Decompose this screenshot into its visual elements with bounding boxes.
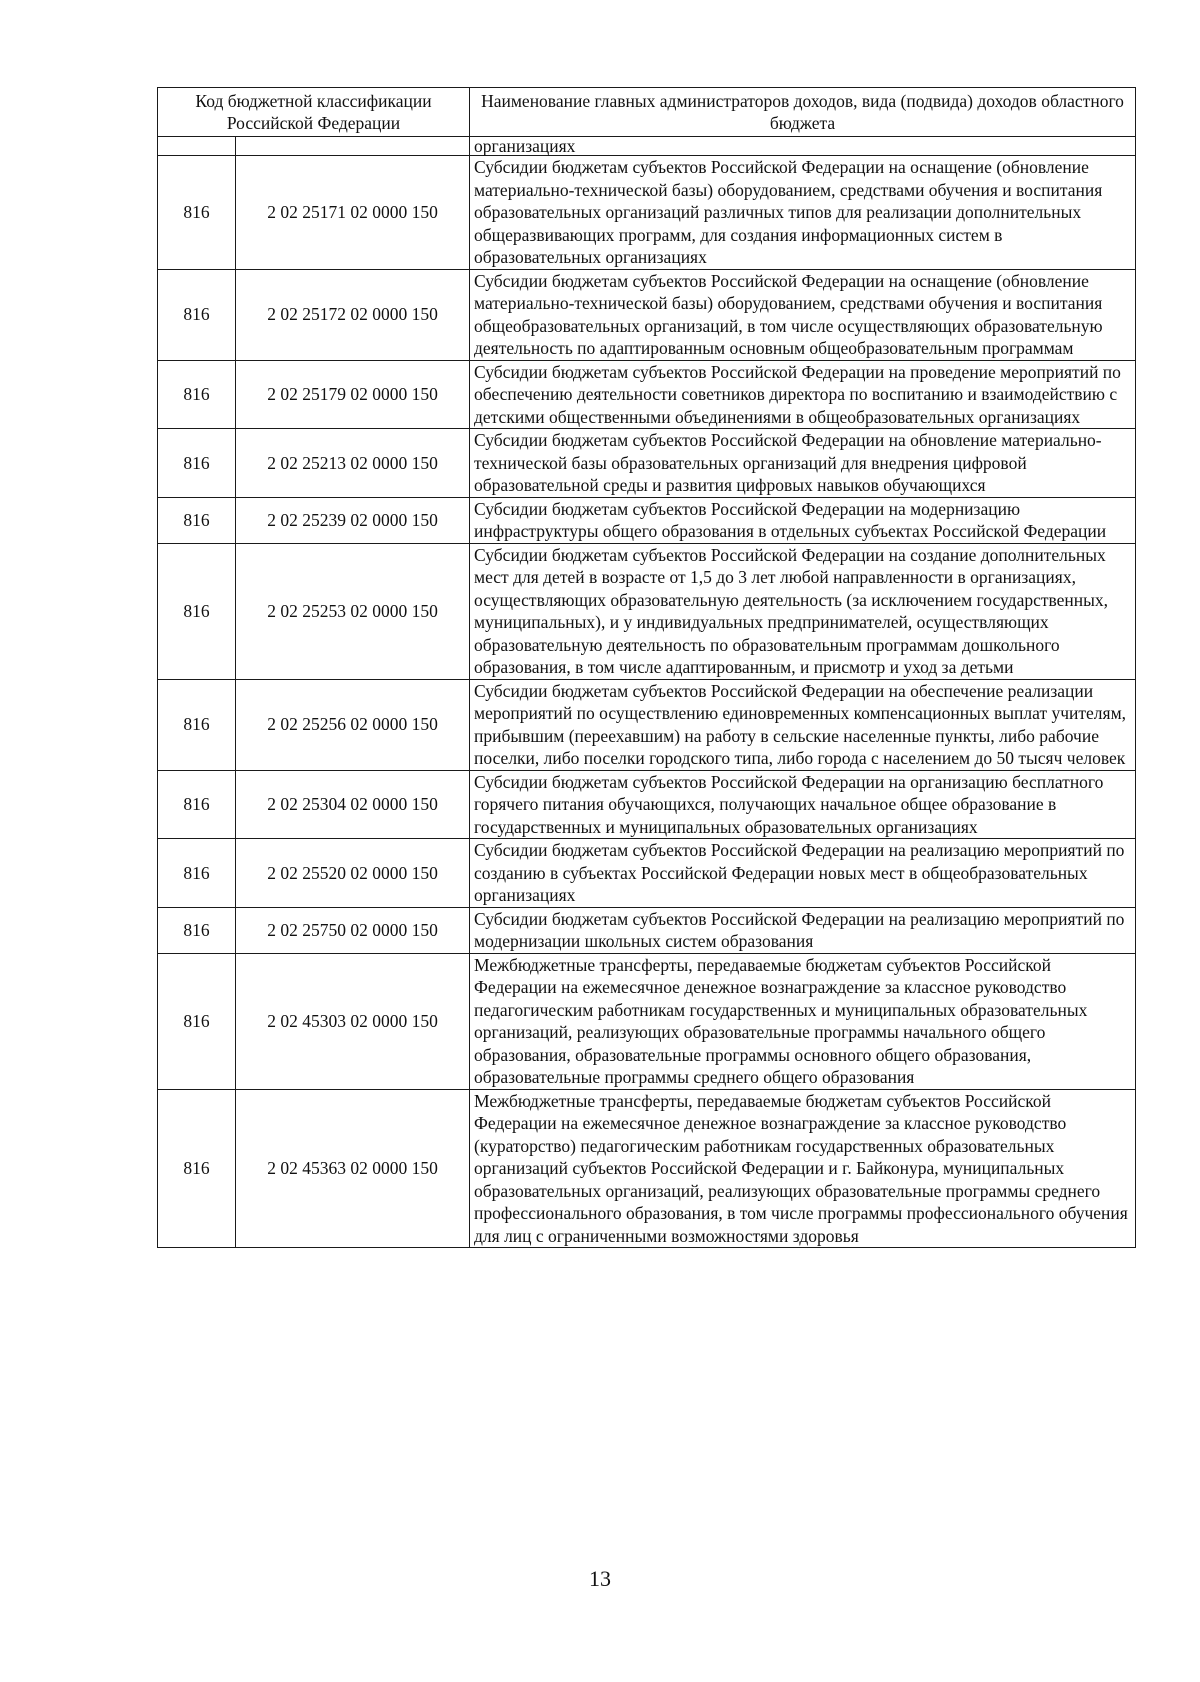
header-code-column: Код бюджетной классификации Российской Федерации	[158, 88, 470, 137]
budget-code-cell: 2 02 45303 02 0000 150	[236, 953, 470, 1089]
revenue-name-cell: Субсидии бюджетам субъектов Российской Федерации на оснащение (обновление материально-технической базы) оборудованием, средствами обучения и воспитания общеобразовательных организаций, в том числе осуществляющих образовательную деятельность по адаптированным основным общеобразовательным программам	[470, 269, 1136, 360]
header-name-column: Наименование главных администраторов доходов, вида (подвида) доходов областного бюджета	[470, 88, 1136, 137]
admin-code-cell: 816	[158, 907, 236, 953]
table-row	[158, 839, 1136, 908]
admin-code-cell: 816	[158, 839, 236, 908]
budget-code-cell: 2 02 25750 02 0000 150	[236, 907, 470, 953]
page-number: 13	[589, 1566, 611, 1591]
revenue-name-cell: Межбюджетные трансферты, передаваемые бюджетам субъектов Российской Федерации на ежемесячное денежное вознаграждение за классное руководство педагогическим работникам государственных и муниципальных образовательных организаций, реализующих образовательные программы начального общего образования, образовательные программы основного общего образования, образовательные программы среднего общего образования	[470, 953, 1136, 1089]
revenue-name-cell: Субсидии бюджетам субъектов Российской Федерации на реализацию мероприятий по модернизации школьных систем образования	[470, 907, 1136, 953]
budget-code-cell: 2 02 25256 02 0000 150	[236, 679, 470, 770]
admin-code-cell: 816	[158, 1089, 236, 1248]
revenue-name-cell: Субсидии бюджетам субъектов Российской Федерации на организацию бесплатного горячего питания обучающихся, получающих начальное общее образование в государственных и муниципальных образовательных организациях	[470, 770, 1136, 839]
continuation-text: организациях	[470, 137, 1136, 156]
table-row	[158, 953, 1136, 1089]
table-row	[158, 156, 1136, 270]
admin-code-cell: 816	[158, 360, 236, 429]
revenue-name-cell: Межбюджетные трансферты, передаваемые бюджетам субъектов Российской Федерации на ежемесячное денежное вознаграждение за классное руководство (кураторство) педагогическим работникам государственных образовательных организаций субъектов Российской Федерации и г. Байконура, муниципальных образовательных организаций, реализующих образовательные программы среднего профессионального образования, в том числе программы профессионального обучения для лиц с ограниченными возможностями здоровья	[470, 1089, 1136, 1248]
table-row	[158, 497, 1136, 543]
admin-code-cell: 816	[158, 269, 236, 360]
admin-code-cell: 816	[158, 953, 236, 1089]
revenue-name-cell: Субсидии бюджетам субъектов Российской Федерации на оснащение (обновление материально-технической базы) оборудованием, средствами обучения и воспитания образовательных организаций различных типов для реализации дополнительных общеразвивающих программ, для создания информационных систем в образовательных организациях	[470, 156, 1136, 270]
revenue-name-cell: Субсидии бюджетам субъектов Российской Федерации на модернизацию инфраструктуры общего образования в отдельных субъектах Российской Федерации	[470, 497, 1136, 543]
revenue-name-cell: Субсидии бюджетам субъектов Российской Федерации на проведение мероприятий по обеспечению деятельности советников директора по воспитанию и взаимодействию с детскими общественными объединениями в общеобразовательных организациях	[470, 360, 1136, 429]
revenue-name-cell: Субсидии бюджетам субъектов Российской Федерации на обеспечение реализации мероприятий по осуществлению единовременных компенсационных выплат учителям, прибывшим (переехавшим) на работу в сельские населенные пункты, либо рабочие поселки, либо поселки городского типа, либо города с населением до 50 тысяч человек	[470, 679, 1136, 770]
revenue-name-cell: Субсидии бюджетам субъектов Российской Федерации на реализацию мероприятий по созданию в субъектах Российской Федерации новых мест в общеобразовательных организациях	[470, 839, 1136, 908]
budget-code-cell: 2 02 25172 02 0000 150	[236, 269, 470, 360]
table-row	[158, 429, 1136, 498]
budget-code-cell: 2 02 25253 02 0000 150	[236, 543, 470, 679]
budget-code-cell: 2 02 45363 02 0000 150	[236, 1089, 470, 1248]
table-row	[158, 543, 1136, 679]
table-row	[158, 269, 1136, 360]
budget-code-cell: 2 02 25171 02 0000 150	[236, 156, 470, 270]
empty-cell	[158, 137, 236, 156]
table-row	[158, 1089, 1136, 1248]
admin-code-cell: 816	[158, 429, 236, 498]
table-row	[158, 770, 1136, 839]
table-header-row	[158, 88, 1136, 137]
budget-classification-table	[157, 87, 1136, 1248]
budget-code-cell: 2 02 25239 02 0000 150	[236, 497, 470, 543]
admin-code-cell: 816	[158, 497, 236, 543]
revenue-name-cell: Субсидии бюджетам субъектов Российской Федерации на обновление материально-технической базы образовательных организаций для внедрения цифровой образовательной среды и развития цифровых навыков обучающихся	[470, 429, 1136, 498]
continuation-row	[158, 137, 1136, 156]
table-row	[158, 679, 1136, 770]
empty-cell	[236, 137, 470, 156]
budget-code-cell: 2 02 25520 02 0000 150	[236, 839, 470, 908]
admin-code-cell: 816	[158, 770, 236, 839]
admin-code-cell: 816	[158, 156, 236, 270]
admin-code-cell: 816	[158, 679, 236, 770]
revenue-name-cell: Субсидии бюджетам субъектов Российской Федерации на создание дополнительных мест для детей в возрасте от 1,5 до 3 лет любой направленности в организациях, осуществляющих образовательную деятельность (за исключением государственных, муниципальных), и у индивидуальных предпринимателей, осуществляющих образовательную деятельность по образовательным программам дошкольного образования, в том числе адаптированным, и присмотр и уход за детьми	[470, 543, 1136, 679]
budget-code-cell: 2 02 25304 02 0000 150	[236, 770, 470, 839]
budget-code-cell: 2 02 25179 02 0000 150	[236, 360, 470, 429]
table-body	[158, 137, 1136, 1248]
table-row	[158, 360, 1136, 429]
budget-code-cell: 2 02 25213 02 0000 150	[236, 429, 470, 498]
table-row	[158, 907, 1136, 953]
admin-code-cell: 816	[158, 543, 236, 679]
